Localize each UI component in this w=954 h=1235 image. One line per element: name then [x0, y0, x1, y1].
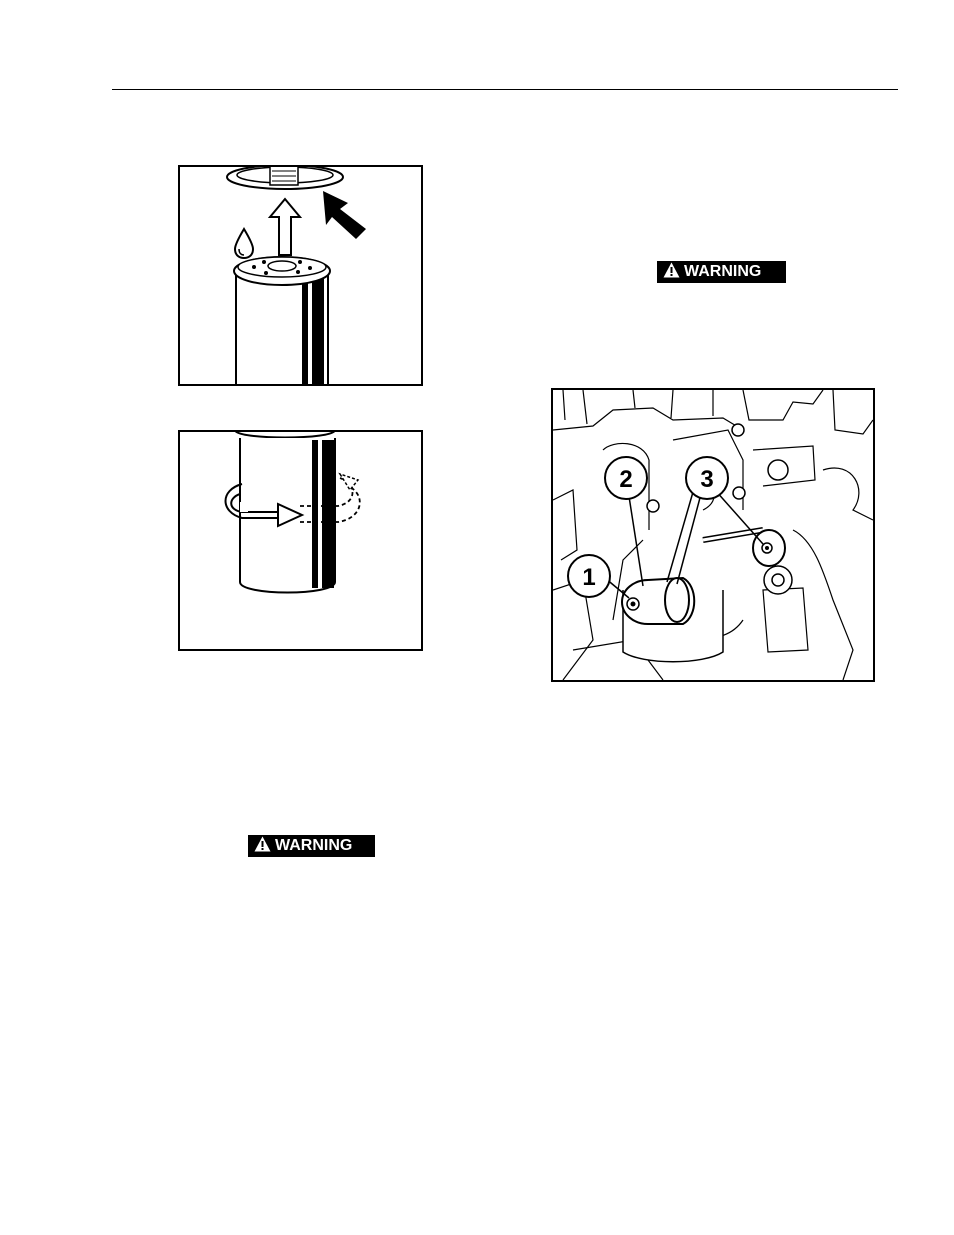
callout-3: [686, 457, 728, 499]
callout-2-label: 2: [619, 466, 633, 493]
callout-2: [605, 457, 647, 499]
warning-label: [657, 261, 786, 283]
warning-text: WARNING: [684, 263, 762, 280]
warning-triangle-icon: [254, 836, 271, 852]
filter-tighten-illustration: [178, 430, 423, 651]
callout-1: [568, 555, 610, 597]
warning-text: WARNING: [275, 837, 353, 854]
warning-triangle-icon: [663, 262, 680, 278]
callout-3-label: 3: [700, 466, 714, 493]
warning-label: [248, 835, 375, 857]
callout-1-label: 1: [582, 564, 596, 591]
fuel-filter-base-photo: [551, 388, 875, 682]
filter-install-illustration: [178, 165, 423, 386]
header-rule: [112, 89, 898, 90]
